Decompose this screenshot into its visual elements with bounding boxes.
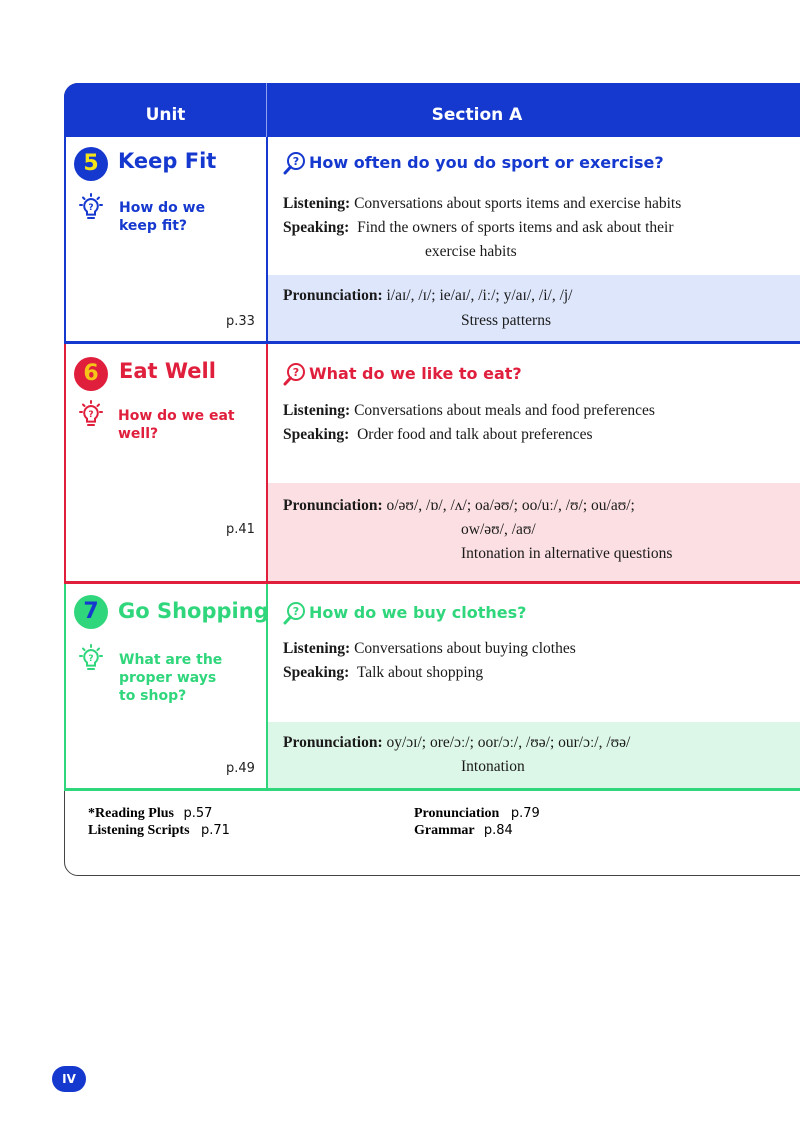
unit-row-7: 7 Go Shopping ? What are the proper ways to shop? p.49 ? How do we buy clothes? Listening: Conversations about buying clothes Speaking: Talk about shopping Pronunciation: oy/ɔɪ/; ore/ɔː/; oor/ɔː/, /ʊə/; our/ɔː/, /ʊə/ Intonation <box>64 584 800 791</box>
magnifier-question-icon <box>283 362 307 386</box>
reading-plus-link[interactable]: *Reading Plus p.57 <box>88 806 213 821</box>
listening-line: Listening: Conversations about sports items and exercise habits <box>283 195 682 212</box>
lightbulb-question-icon <box>76 644 106 674</box>
svg-text:?: ? <box>292 605 300 618</box>
magnifier-question-icon <box>283 601 307 625</box>
pronunciation-band <box>268 275 800 341</box>
svg-text:?: ? <box>88 410 94 420</box>
header-unit: Unit <box>145 105 186 125</box>
table-header <box>64 83 800 137</box>
speaking-line: Speaking: Talk about shopping <box>283 664 484 681</box>
unit-row-5: 5 Keep Fit ? How do we keep fit? p.33 ? How often do you do sport or exercise? Listening: Conversations about sports items and exercise habits Speaking: Find the owners of sports items and ask about their exercise habits Pronunciation: i/aɪ/, /ɪ/; ie/aɪ/, /iː/; y/aɪ/, /i/, /j/ Stress patterns <box>64 137 800 344</box>
unit-page-number[interactable]: p.41 <box>226 522 255 537</box>
lightbulb-question-icon <box>76 193 106 223</box>
pronunciation-line-cont: Intonation <box>461 758 525 775</box>
pronunciation-line: Pronunciation: i/aɪ/, /ɪ/; ie/aɪ/, /iː/; y/aɪ/, /i/, /j/ <box>283 287 573 304</box>
unit-number-badge: 5 <box>74 147 108 181</box>
big-question: How do we eat well? <box>118 408 235 442</box>
big-question: How do we keep fit? <box>119 200 206 234</box>
unit-title[interactable]: Go Shopping <box>118 599 269 623</box>
pronunciation-line-cont: ow/əʊ/, /aʊ/ <box>461 521 536 538</box>
listening-line: Listening: Conversations about meals and food preferences <box>283 402 655 419</box>
svg-text:?: ? <box>88 203 94 213</box>
unit-title[interactable]: Eat Well <box>119 359 216 383</box>
listening-line: Listening: Conversations about buying clothes <box>283 640 576 657</box>
pronunciation-line: Pronunciation: oy/ɔɪ/; ore/ɔː/; oor/ɔː/, /ʊə/; our/ɔː/, /ʊə/ <box>283 734 631 751</box>
pronunciation-line-cont: Stress patterns <box>461 312 551 329</box>
pronunciation-band <box>268 722 800 788</box>
grammar-link[interactable]: Grammar p.84 <box>414 823 513 838</box>
page-number-badge: IV <box>52 1066 86 1092</box>
row-bottom-rule <box>64 788 800 791</box>
big-question: What are the proper ways to shop? <box>119 652 223 704</box>
magnifier-question-icon <box>283 151 307 175</box>
pronunciation-line: Pronunciation: o/əʊ/, /ɒ/, /ʌ/; oa/əʊ/; oo/uː/, /ʊ/; ou/aʊ/; <box>283 497 635 514</box>
speaking-line-cont: exercise habits <box>425 243 517 260</box>
unit-page-number[interactable]: p.33 <box>226 314 255 329</box>
listening-scripts-link[interactable]: Listening Scripts p.71 <box>88 823 230 838</box>
lightbulb-question-icon <box>76 400 106 430</box>
speaking-line: Speaking: Order food and talk about preferences <box>283 426 593 443</box>
pronunciation-link[interactable]: Pronunciation p.79 <box>414 806 540 821</box>
svg-text:?: ? <box>292 366 300 379</box>
speaking-line: Speaking: Find the owners of sports items and ask about their <box>283 219 674 236</box>
unit-title[interactable]: Keep Fit <box>118 149 217 173</box>
header-section-a: Section A <box>431 105 523 125</box>
unit-number-badge: 6 <box>74 357 108 391</box>
pronunciation-line-cont: Intonation in alternative questions <box>461 545 673 562</box>
unit-number-badge: 7 <box>74 595 108 629</box>
svg-text:?: ? <box>88 654 94 664</box>
unit-page-number[interactable]: p.49 <box>226 761 255 776</box>
unit-row-6: 6 Eat Well ? How do we eat well? p.41 ? What do we like to eat? Listening: Conversations about meals and food preferences Speaking: Order food and talk about preferences Pronunciation: o/əʊ/, /ɒ/, /ʌ/; oa/əʊ/; oo/uː/, /ʊ/; ou/aʊ/; ow/əʊ/, /aʊ/ Intonation in alternative questions <box>64 344 800 584</box>
svg-text:?: ? <box>292 155 300 168</box>
